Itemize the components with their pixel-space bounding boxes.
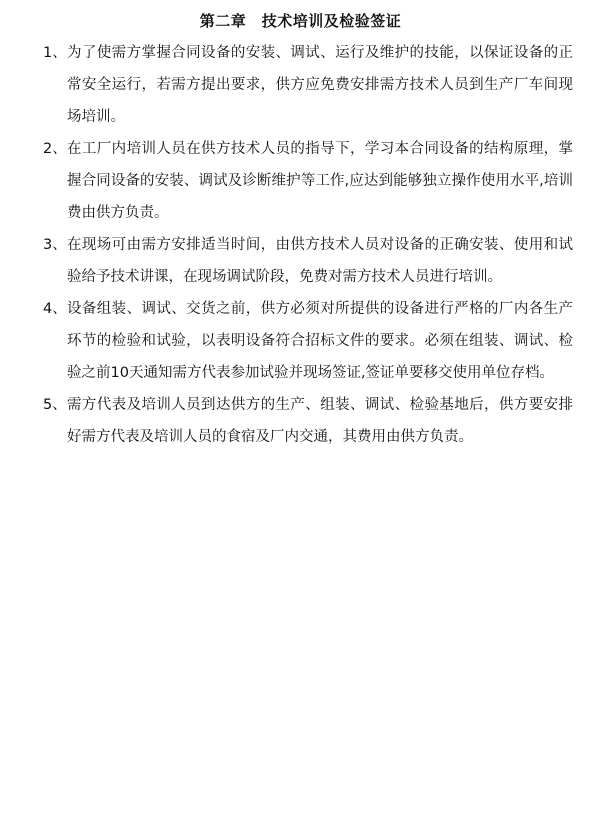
list-item: [43, 389, 573, 453]
list-item: [43, 133, 573, 229]
item-number: 4、: [43, 301, 67, 317]
item-number: 2、: [43, 141, 67, 157]
chapter-title: 第二章 技术培训及检验签证: [199, 12, 402, 30]
list-item: [43, 229, 573, 293]
item-number: 5、: [43, 397, 67, 413]
item-text: 需方代表及培训人员到达供方的生产、组装、调试、检验基地后，供方要安排好需方代表及培训人员的食宿及厂内交通，其费用由供方负责。: [67, 397, 573, 445]
clause-list: [43, 37, 573, 453]
item-number: 1、: [43, 45, 67, 61]
item-text: 为了使需方掌握合同设备的安装、调试、运行及维护的技能，以保证设备的正常安全运行，若需方提出要求，供方应免费安排需方技术人员到生产厂车间现场培训。: [67, 45, 573, 125]
item-text: 在现场可由需方安排适当时间，由供方技术人员对设备的正确安装、使用和试验给予技术讲课，在现场调试阶段，免费对需方技术人员进行培训。: [67, 237, 573, 285]
item-text: 设备组装、调试、交货之前，供方必须对所提供的设备进行严格的厂内各生产环节的检验和试验，以表明设备符合招标文件的要求。必须在组装、调试、检验之前10天通知需方代表参加试验并现场签证,签证单要移交使用单位存档。: [67, 301, 573, 381]
item-number: 3、: [43, 237, 67, 253]
item-text: 在工厂内培训人员在供方技术人员的指导下，学习本合同设备的结构原理，掌握合同设备的安装、调试及诊断维护等工作,应达到能够独立操作使用水平,培训费由供方负责。: [67, 141, 573, 221]
list-item: [43, 293, 573, 389]
list-item: [43, 37, 573, 133]
